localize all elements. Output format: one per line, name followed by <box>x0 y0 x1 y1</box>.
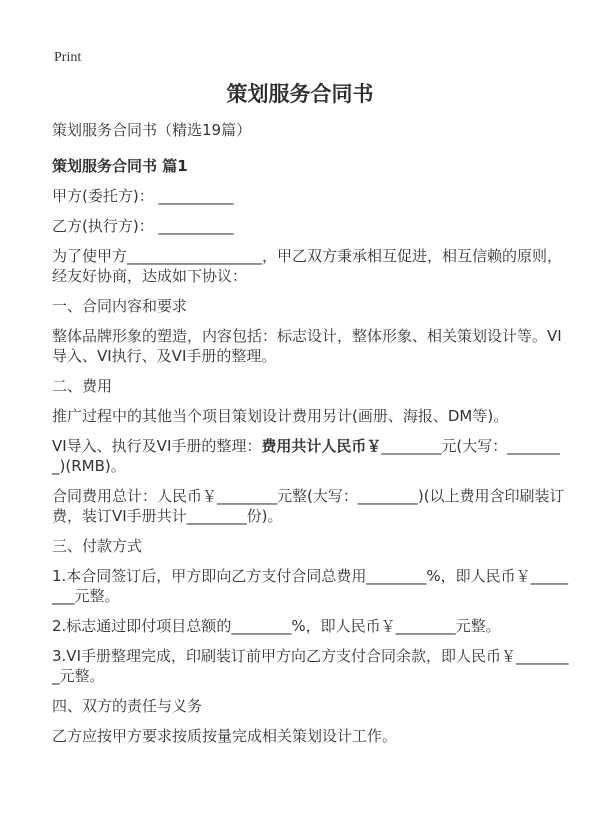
doc-subtitle: 策划服务合同书（精选19篇） <box>52 121 252 139</box>
vi-fee-text: VI导入、执行及VI手册的整理： <box>52 437 262 455</box>
vi-fee-amount-label: 费用共计人民币￥ <box>261 437 382 455</box>
section-2-heading: 二、费用 <box>52 377 113 395</box>
page-title: 策划服务合同书 <box>226 82 374 106</box>
party-b-line: 乙方(执行方)： __________ <box>52 217 234 235</box>
section-3-paragraph-1: 1.本合同签订后，甲方即向乙方支付合同总费用________%，即人民币￥________元整。 <box>52 567 569 605</box>
print-bar <box>0 0 600 66</box>
section-4-paragraph: 乙方应按甲方要求按质按量完成相关策划设计工作。 <box>52 727 398 745</box>
intro-paragraph: 为了使甲方__________________，甲乙双方秉承相互促进，相互信赖的原则，经友好协商，达成如下协议： <box>52 247 563 285</box>
section-1-heading: 一、合同内容和要求 <box>52 297 188 315</box>
section-4-heading: 四、双方的责任与义务 <box>52 697 203 715</box>
print-link[interactable]: Print <box>54 50 82 65</box>
section-2-paragraph-1: 推广过程中的其他当个项目策划设计费用另计(画册、海报、DM等)。 <box>52 407 509 425</box>
section-1-paragraph: 整体品牌形象的塑造，内容包括：标志设计，整体形象、相关策划设计等。VI导入、VI执行、及VI手册的整理。 <box>52 327 562 365</box>
document-content <box>0 121 600 746</box>
section-2-paragraph-3: 合同费用总计：人民币￥________元整(大写：________)(以上费用含印刷装订费，装订VI手册共计________份)。 <box>52 487 565 525</box>
section-3-heading: 三、付款方式 <box>52 537 143 555</box>
party-a-line: 甲方(委托方)： __________ <box>52 187 234 205</box>
section-3-paragraph-3: 3.VI手册整理完成，印刷装订前甲方向乙方支付合同余款，即人民币￥________元整。 <box>52 647 569 685</box>
section-2-paragraph-2 <box>52 436 572 476</box>
vi-fee-blank-text: ________元(大写：________)(RMB)。 <box>52 437 560 475</box>
part-heading: 策划服务合同书 篇1 <box>52 157 188 175</box>
section-3-paragraph-2: 2.标志通过即付项目总额的________%，即人民币￥________元整。 <box>52 617 501 635</box>
